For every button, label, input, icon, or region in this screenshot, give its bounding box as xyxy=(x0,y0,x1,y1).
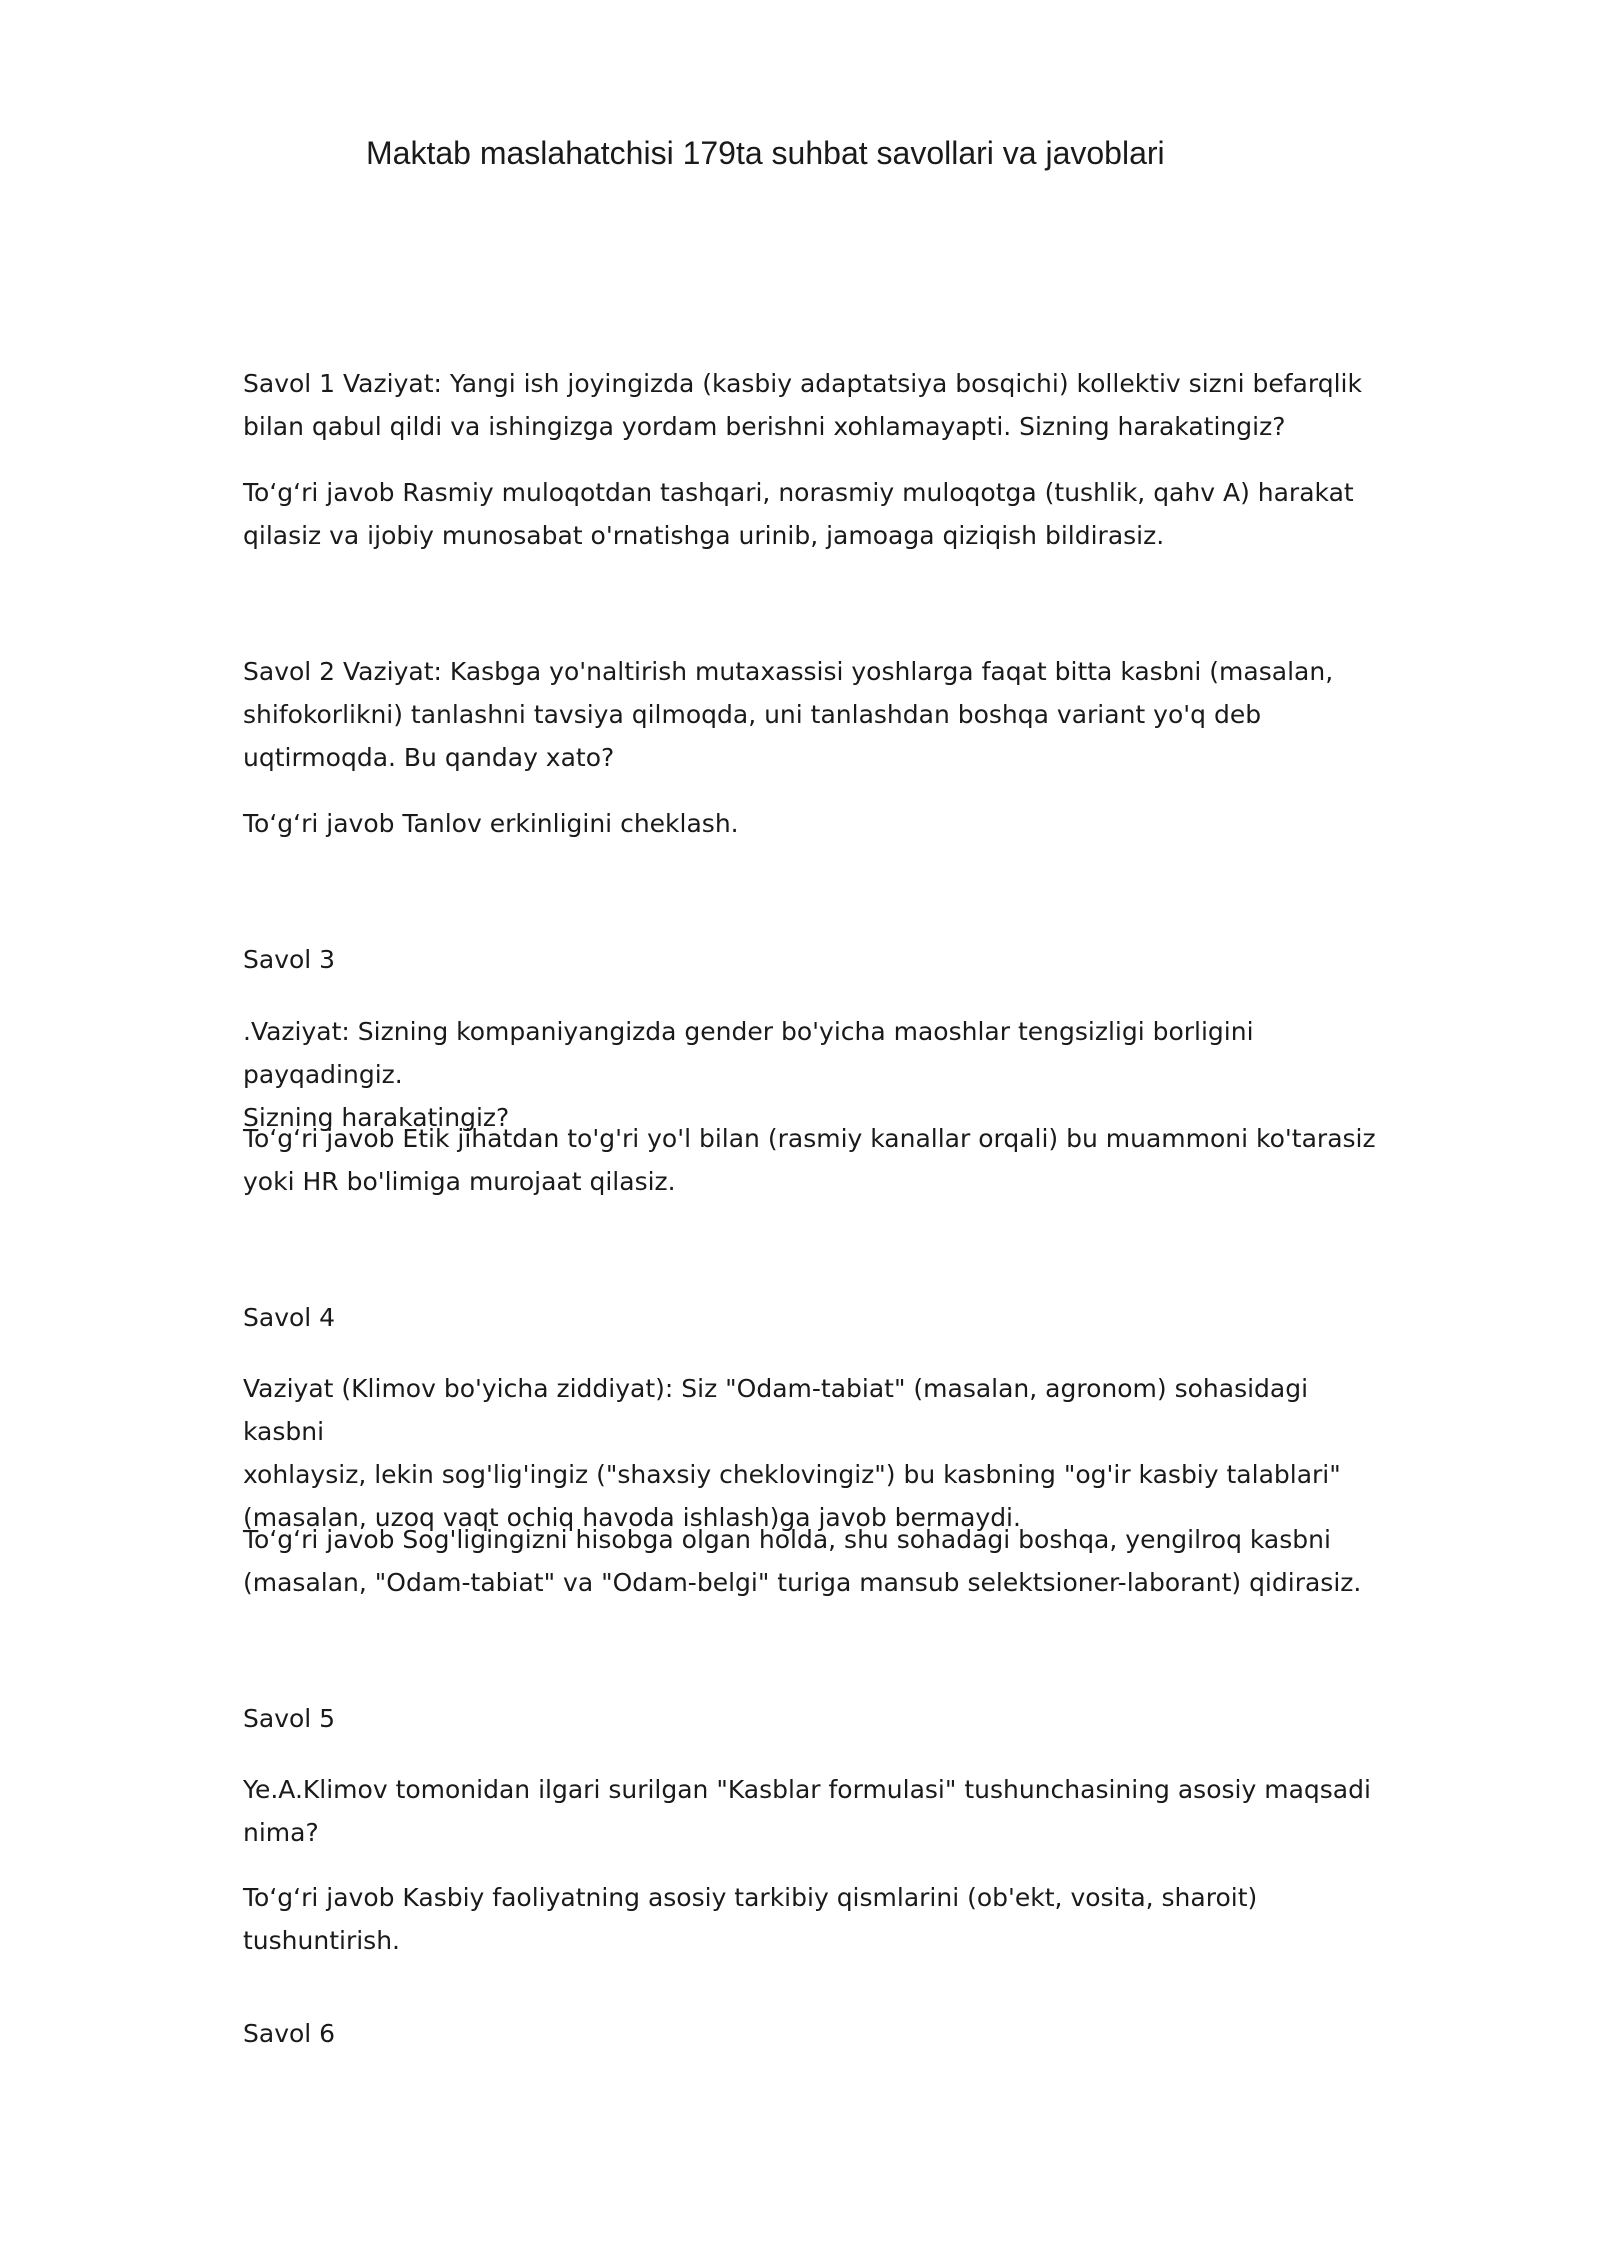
question-5-text xyxy=(243,1768,1383,1854)
text-line: To‘g‘ri javob Kasbiy faoliyatning asosiy tarkibiy qismlarini (ob'ekt, vosita, sharoit) tushuntirish. xyxy=(243,1883,1258,1955)
answer-1-text xyxy=(243,471,1383,557)
text-line: qilasiz va ijobiy munosabat o'rnatishga urinib, jamoaga qiziqish bildirasiz. xyxy=(243,521,1165,550)
text-line: Ye.A.Klimov tomonidan ilgari surilgan "Kasblar formulasi" tushunchasining asosiy maqsadi xyxy=(243,1775,1371,1804)
question-3-heading xyxy=(243,938,1383,981)
answer-4-text xyxy=(243,1518,1383,1604)
question-4-heading xyxy=(243,1296,1383,1339)
answer-2-text xyxy=(243,802,1383,845)
text-line: (masalan, uzoq vaqt ochiq havoda ishlash)ga javob bermaydi. xyxy=(243,1503,1021,1532)
question-5-heading xyxy=(243,1697,1383,1740)
text-line: Savol 4 xyxy=(243,1303,336,1332)
question-6-heading xyxy=(243,2012,1383,2055)
text-line: Savol 3 xyxy=(243,945,336,974)
document-title: Maktab maslahatchisi 179ta suhbat savollari va javoblari xyxy=(366,135,1165,171)
text-line: xohlaysiz, lekin sog'lig'ingiz ("shaxsiy cheklovingiz") bu kasbning "og'ir kasbiy talablari" xyxy=(243,1460,1341,1489)
text-line: Savol 6 xyxy=(243,2019,336,2048)
text-line: To‘g‘ri javob Rasmiy muloqotdan tashqari, norasmiy muloqotga (tushlik, qahv A) harakat xyxy=(243,478,1354,507)
text-line: Savol 2 Vaziyat: Kasbga yo'naltirish mutaxassisi yoshlarga faqat bitta kasbni (masalan, xyxy=(243,657,1334,686)
text-line: uqtirmoqda. Bu qanday xato? xyxy=(243,743,615,772)
text-line: To‘g‘ri javob Etik jihatdan to'g'ri yo'l bilan (rasmiy kanallar orqali) bu muammoni ko'tarasiz xyxy=(243,1124,1376,1153)
question-4-text xyxy=(243,1367,1383,1539)
text-line: nima? xyxy=(243,1818,319,1847)
answer-3-text xyxy=(243,1117,1383,1203)
text-line: Vaziyat (Klimov bo'yicha ziddiyat): Siz "Odam-tabiat" (masalan, agronom) sohasidagi kasbni xyxy=(243,1374,1309,1446)
text-line: To‘g‘ri javob Sog'ligingizni hisobga olgan holda, shu sohadagi boshqa, yengilroq kasbni xyxy=(243,1525,1331,1554)
answer-5-text xyxy=(243,1876,1383,1962)
text-line: shifokorlikni) tanlashni tavsiya qilmoqda, uni tanlashdan boshqa variant yo'q deb xyxy=(243,700,1262,729)
question-2-text xyxy=(243,650,1383,779)
text-line: bilan qabul qildi va ishingizga yordam berishni xohlamayapti. Sizning harakatingiz? xyxy=(243,412,1286,441)
text-line: Savol 1 Vaziyat: Yangi ish joyingizda (kasbiy adaptatsiya bosqichi) kollektiv sizni befarqlik xyxy=(243,369,1362,398)
text-line: yoki HR bo'limiga murojaat qilasiz. xyxy=(243,1167,676,1196)
text-line: Sizning harakatingiz? xyxy=(243,1103,510,1132)
text-line: To‘g‘ri javob Tanlov erkinligini cheklash. xyxy=(243,809,739,838)
text-line: (masalan, "Odam-tabiat" va "Odam-belgi" turiga mansub selektsioner-laborant) qidirasiz. xyxy=(243,1568,1362,1597)
question-1-text xyxy=(243,362,1383,448)
text-line: .Vaziyat: Sizning kompaniyangizda gender bo'yicha maoshlar tengsizligi borligini payqadingiz. xyxy=(243,1017,1254,1089)
text-line: Savol 5 xyxy=(243,1704,336,1733)
